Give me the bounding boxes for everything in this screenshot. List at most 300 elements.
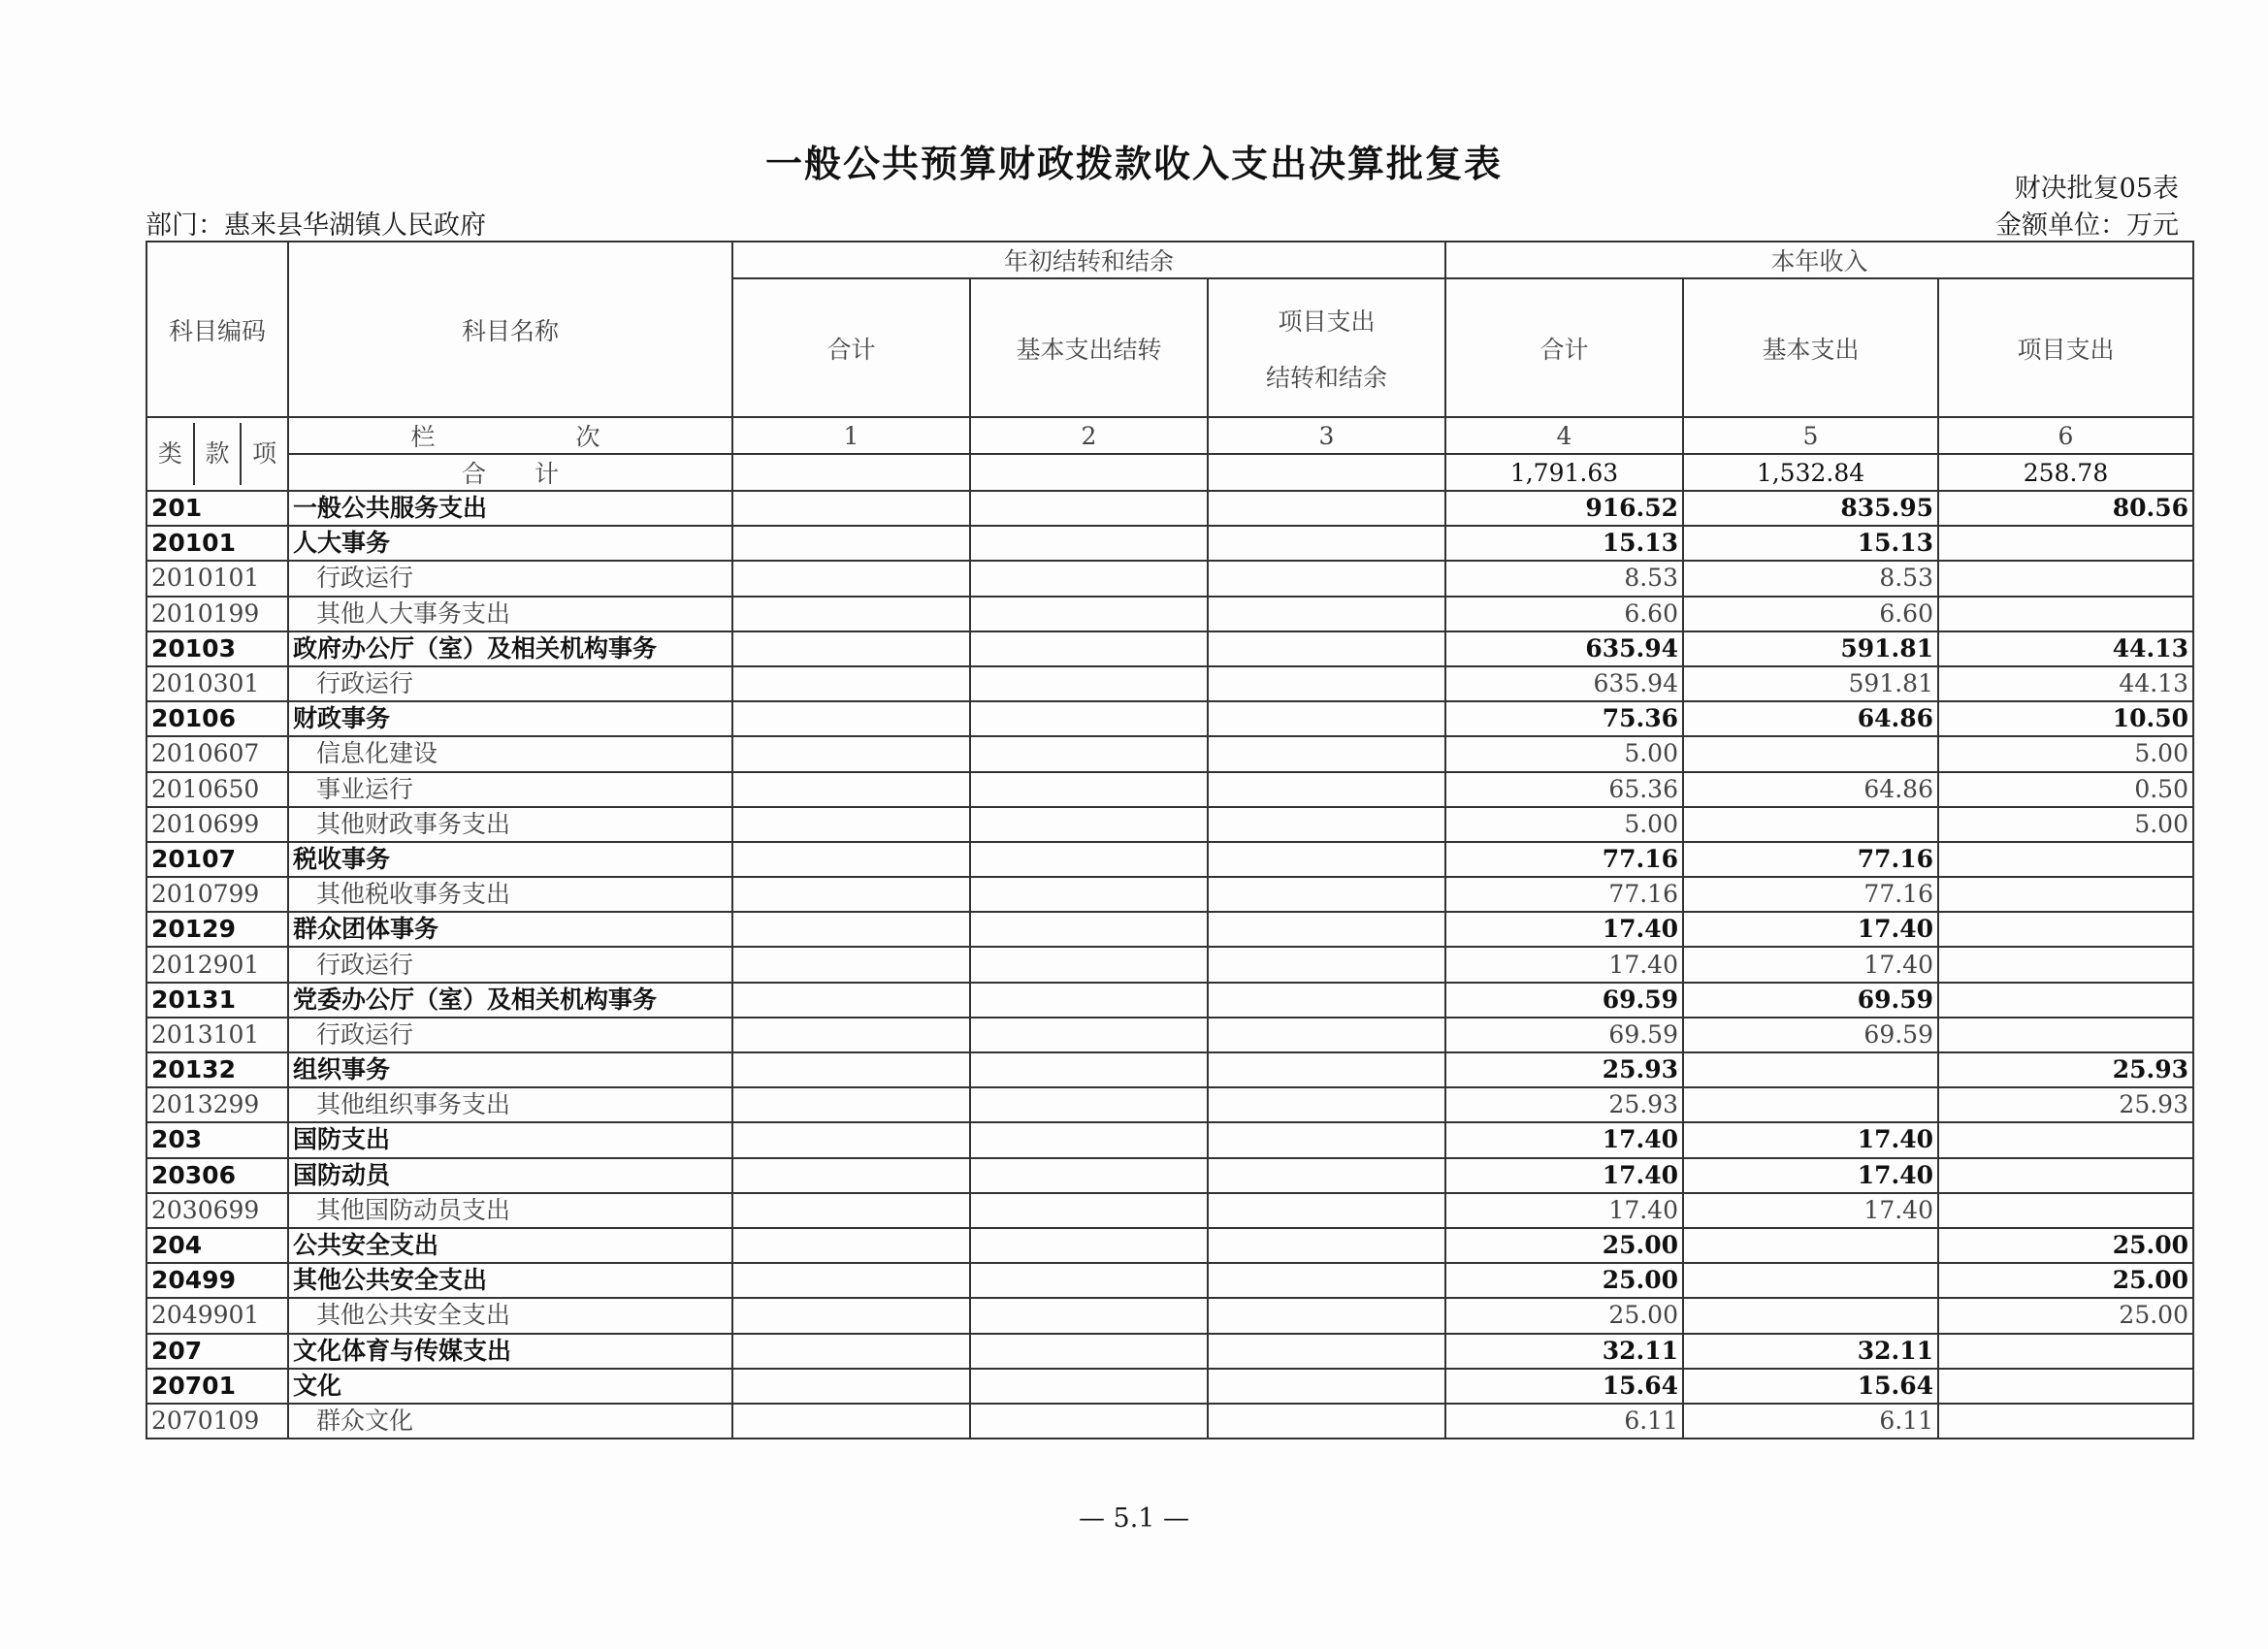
table-row bbox=[146, 877, 2193, 912]
cell-c4: 69.59 bbox=[1445, 983, 1683, 1018]
cell-c1 bbox=[732, 701, 970, 736]
cell-c6 bbox=[1938, 983, 2193, 1018]
cell-c6 bbox=[1938, 842, 2193, 877]
cell-c4: 69.59 bbox=[1445, 1018, 1683, 1052]
header-g1-basic: 基本支出结转 bbox=[970, 278, 1208, 417]
cell-c4: 8.53 bbox=[1445, 561, 1683, 596]
cell-c3 bbox=[1208, 877, 1445, 912]
table-row bbox=[146, 736, 2193, 771]
cell-c5 bbox=[1683, 1087, 1938, 1122]
row-name: 其他税收事务支出 bbox=[316, 880, 511, 909]
cell-code: 204 bbox=[146, 1228, 288, 1263]
cell-c2 bbox=[970, 1369, 1208, 1404]
cell-c5: 64.86 bbox=[1683, 772, 1938, 807]
cell-c4: 32.11 bbox=[1445, 1334, 1683, 1369]
cell-name bbox=[288, 597, 732, 631]
cell-c1 bbox=[732, 1158, 970, 1193]
cell-c5 bbox=[1683, 1052, 1938, 1087]
cell-code: 2010650 bbox=[146, 772, 288, 807]
row-name: 行政运行 bbox=[316, 564, 414, 593]
table-row bbox=[146, 1122, 2193, 1157]
table-row bbox=[146, 491, 2193, 526]
row-name: 其他财政事务支出 bbox=[316, 809, 511, 838]
cell-c6: 5.00 bbox=[1938, 807, 2193, 842]
header-lei: 类 bbox=[147, 423, 195, 485]
table-row bbox=[146, 1298, 2193, 1333]
cell-c2 bbox=[970, 701, 1208, 736]
col-num-1: 1 bbox=[732, 417, 970, 454]
cell-c5 bbox=[1683, 736, 1938, 771]
cell-c2 bbox=[970, 1122, 1208, 1157]
total-label: 合 计 bbox=[288, 454, 732, 491]
form-number: 财决批复05表 bbox=[2014, 174, 2179, 204]
cell-name bbox=[288, 561, 732, 596]
row-name: 文化体育与传媒支出 bbox=[293, 1336, 512, 1365]
header-g1-project-line1: 项目支出 bbox=[1278, 307, 1376, 336]
cell-name bbox=[288, 807, 732, 842]
cell-c5: 591.81 bbox=[1683, 631, 1938, 666]
cell-c1 bbox=[732, 1018, 970, 1052]
row-name: 行政运行 bbox=[316, 950, 414, 979]
cell-c6: 25.93 bbox=[1938, 1087, 2193, 1122]
cell-c5: 15.64 bbox=[1683, 1369, 1938, 1404]
row-name: 行政运行 bbox=[316, 1019, 414, 1049]
cell-c4: 15.13 bbox=[1445, 526, 1683, 561]
cell-code: 207 bbox=[146, 1334, 288, 1369]
cell-c3 bbox=[1208, 1369, 1445, 1404]
table-row bbox=[146, 666, 2193, 701]
cell-c2 bbox=[970, 1087, 1208, 1122]
cell-c1 bbox=[732, 877, 970, 912]
cell-c6 bbox=[1938, 597, 2193, 631]
cell-c3 bbox=[1208, 597, 1445, 631]
cell-c5: 69.59 bbox=[1683, 983, 1938, 1018]
cell-c5: 6.11 bbox=[1683, 1404, 1938, 1439]
cell-c3 bbox=[1208, 736, 1445, 771]
row-name: 行政运行 bbox=[316, 669, 414, 698]
cell-c1 bbox=[732, 772, 970, 807]
cell-c2 bbox=[970, 1052, 1208, 1087]
cell-c5 bbox=[1683, 807, 1938, 842]
cell-c3 bbox=[1208, 947, 1445, 982]
cell-code: 2013299 bbox=[146, 1087, 288, 1122]
cell-c3 bbox=[1208, 1228, 1445, 1263]
cell-name bbox=[288, 1228, 732, 1263]
cell-c2 bbox=[970, 1193, 1208, 1228]
cell-c6 bbox=[1938, 1193, 2193, 1228]
cell-c3 bbox=[1208, 1158, 1445, 1193]
cell-c2 bbox=[970, 983, 1208, 1018]
table-row bbox=[146, 526, 2193, 561]
cell-c2 bbox=[970, 1298, 1208, 1333]
total-c2 bbox=[970, 454, 1208, 491]
cell-c1 bbox=[732, 1298, 970, 1333]
table-row bbox=[146, 1334, 2193, 1369]
cell-c3 bbox=[1208, 1087, 1445, 1122]
cell-c1 bbox=[732, 491, 970, 526]
cell-c6: 5.00 bbox=[1938, 736, 2193, 771]
header-name: 科目名称 bbox=[288, 242, 732, 417]
cell-code: 2010101 bbox=[146, 561, 288, 596]
row-name: 税收事务 bbox=[293, 844, 391, 873]
row-name: 其他公共安全支出 bbox=[293, 1266, 488, 1295]
cell-name bbox=[288, 772, 732, 807]
cell-c1 bbox=[732, 736, 970, 771]
cell-code: 20129 bbox=[146, 912, 288, 947]
row-name: 文化 bbox=[293, 1371, 342, 1400]
cell-name bbox=[288, 631, 732, 666]
table-row bbox=[146, 983, 2193, 1018]
cell-c2 bbox=[970, 597, 1208, 631]
row-name: 政府办公厅（室）及相关机构事务 bbox=[293, 633, 658, 663]
cell-c5: 77.16 bbox=[1683, 877, 1938, 912]
cell-c6 bbox=[1938, 947, 2193, 982]
cell-c4: 17.40 bbox=[1445, 1122, 1683, 1157]
header-g1-total: 合计 bbox=[732, 278, 970, 417]
row-name: 国防支出 bbox=[293, 1125, 391, 1154]
cell-code: 2049901 bbox=[146, 1298, 288, 1333]
cell-c4: 65.36 bbox=[1445, 772, 1683, 807]
cell-c6: 80.56 bbox=[1938, 491, 2193, 526]
cell-c4: 25.00 bbox=[1445, 1298, 1683, 1333]
cell-name bbox=[288, 842, 732, 877]
total-c1 bbox=[732, 454, 970, 491]
cell-name bbox=[288, 1369, 732, 1404]
row-name: 事业运行 bbox=[316, 774, 414, 803]
cell-c3 bbox=[1208, 842, 1445, 877]
table-row bbox=[146, 561, 2193, 596]
cell-c3 bbox=[1208, 666, 1445, 701]
row-name: 其他国防动员支出 bbox=[316, 1195, 511, 1224]
cell-c1 bbox=[732, 597, 970, 631]
cell-c5: 64.86 bbox=[1683, 701, 1938, 736]
cell-code: 20107 bbox=[146, 842, 288, 877]
table-row bbox=[146, 1052, 2193, 1087]
cell-c2 bbox=[970, 1263, 1208, 1298]
cell-c4: 6.11 bbox=[1445, 1404, 1683, 1439]
cell-c3 bbox=[1208, 772, 1445, 807]
row-name: 国防动员 bbox=[293, 1160, 391, 1189]
cell-c1 bbox=[732, 526, 970, 561]
row-name: 人大事务 bbox=[293, 529, 391, 558]
total-c5: 1,532.84 bbox=[1683, 454, 1938, 491]
cell-name bbox=[288, 877, 732, 912]
cell-code: 2012901 bbox=[146, 947, 288, 982]
cell-c4: 17.40 bbox=[1445, 1158, 1683, 1193]
cell-c5: 17.40 bbox=[1683, 947, 1938, 982]
cell-name bbox=[288, 666, 732, 701]
cell-c5: 17.40 bbox=[1683, 1193, 1938, 1228]
page-number: — 5.1 — bbox=[1078, 1504, 1190, 1534]
cell-name bbox=[288, 1018, 732, 1052]
cell-c1 bbox=[732, 666, 970, 701]
cell-c4: 75.36 bbox=[1445, 701, 1683, 736]
cell-c6 bbox=[1938, 1122, 2193, 1157]
cell-c4: 15.64 bbox=[1445, 1369, 1683, 1404]
cell-c1 bbox=[732, 561, 970, 596]
cell-code: 20132 bbox=[146, 1052, 288, 1087]
cell-c1 bbox=[732, 1052, 970, 1087]
col-num-5: 5 bbox=[1683, 417, 1938, 454]
cell-c2 bbox=[970, 1334, 1208, 1369]
cell-name bbox=[288, 983, 732, 1018]
cell-c3 bbox=[1208, 1404, 1445, 1439]
cell-c4: 25.00 bbox=[1445, 1228, 1683, 1263]
cell-c6 bbox=[1938, 1158, 2193, 1193]
header-g2-basic: 基本支出 bbox=[1683, 278, 1938, 417]
department-label: 部门：惠来县华湖镇人民政府 bbox=[146, 210, 486, 241]
cell-code: 203 bbox=[146, 1122, 288, 1157]
cell-c1 bbox=[732, 1369, 970, 1404]
cell-c2 bbox=[970, 772, 1208, 807]
header-g2-total: 合计 bbox=[1445, 278, 1683, 417]
cell-c2 bbox=[970, 561, 1208, 596]
header-g1-project-line2: 结转和结余 bbox=[1265, 363, 1387, 392]
table-row bbox=[146, 701, 2193, 736]
cell-c4: 635.94 bbox=[1445, 666, 1683, 701]
cell-name bbox=[288, 1122, 732, 1157]
table-row bbox=[146, 1018, 2193, 1052]
cell-c3 bbox=[1208, 1122, 1445, 1157]
cell-c6: 10.50 bbox=[1938, 701, 2193, 736]
cell-code: 2010301 bbox=[146, 666, 288, 701]
budget-table bbox=[146, 241, 2194, 1439]
cell-code: 2030699 bbox=[146, 1193, 288, 1228]
cell-c4: 5.00 bbox=[1445, 736, 1683, 771]
cell-c5: 8.53 bbox=[1683, 561, 1938, 596]
cell-c1 bbox=[732, 1404, 970, 1439]
cell-c5 bbox=[1683, 1263, 1938, 1298]
cell-c1 bbox=[732, 1263, 970, 1298]
cell-c3 bbox=[1208, 912, 1445, 947]
col-num-4: 4 bbox=[1445, 417, 1683, 454]
cell-c5: 17.40 bbox=[1683, 1158, 1938, 1193]
page-title: 一般公共预算财政拨款收入支出决算批复表 bbox=[764, 143, 1503, 185]
cell-c6 bbox=[1938, 1404, 2193, 1439]
cell-c3 bbox=[1208, 1263, 1445, 1298]
cell-name bbox=[288, 701, 732, 736]
cell-c2 bbox=[970, 1228, 1208, 1263]
row-name: 信息化建设 bbox=[316, 739, 438, 768]
cell-c4: 77.16 bbox=[1445, 842, 1683, 877]
cell-c4: 635.94 bbox=[1445, 631, 1683, 666]
cell-c5: 69.59 bbox=[1683, 1018, 1938, 1052]
header-lei-kuan-xiang bbox=[146, 417, 288, 491]
col-num-2: 2 bbox=[970, 417, 1208, 454]
cell-c1 bbox=[732, 983, 970, 1018]
cell-code: 20499 bbox=[146, 1263, 288, 1298]
row-name: 财政事务 bbox=[293, 704, 391, 733]
table-row bbox=[146, 597, 2193, 631]
cell-c5: 17.40 bbox=[1683, 1122, 1938, 1157]
cell-c6 bbox=[1938, 526, 2193, 561]
cell-c6 bbox=[1938, 1334, 2193, 1369]
cell-code: 2010799 bbox=[146, 877, 288, 912]
cell-c2 bbox=[970, 1404, 1208, 1439]
cell-code: 2010699 bbox=[146, 807, 288, 842]
cell-name bbox=[288, 1334, 732, 1369]
cell-name bbox=[288, 1298, 732, 1333]
cell-c4: 17.40 bbox=[1445, 912, 1683, 947]
header-group-income: 本年收入 bbox=[1445, 242, 2193, 278]
cell-c6: 25.00 bbox=[1938, 1298, 2193, 1333]
cell-c1 bbox=[732, 947, 970, 982]
header-code: 科目编码 bbox=[146, 242, 288, 417]
cell-c5 bbox=[1683, 1298, 1938, 1333]
cell-c1 bbox=[732, 1122, 970, 1157]
table-row bbox=[146, 772, 2193, 807]
cell-name bbox=[288, 491, 732, 526]
table-row bbox=[146, 1193, 2193, 1228]
cell-c3 bbox=[1208, 526, 1445, 561]
cell-name bbox=[288, 526, 732, 561]
cell-c2 bbox=[970, 912, 1208, 947]
cell-name bbox=[288, 1193, 732, 1228]
cell-code: 2013101 bbox=[146, 1018, 288, 1052]
cell-c3 bbox=[1208, 1052, 1445, 1087]
cell-c5: 591.81 bbox=[1683, 666, 1938, 701]
table-row bbox=[146, 807, 2193, 842]
total-c3 bbox=[1208, 454, 1445, 491]
unit-label: 金额单位：万元 bbox=[1995, 210, 2179, 241]
cell-c1 bbox=[732, 1228, 970, 1263]
cell-c3 bbox=[1208, 983, 1445, 1018]
cell-c5: 32.11 bbox=[1683, 1334, 1938, 1369]
col-num-6: 6 bbox=[1938, 417, 2193, 454]
cell-c2 bbox=[970, 1018, 1208, 1052]
col-num-3: 3 bbox=[1208, 417, 1445, 454]
cell-code: 20103 bbox=[146, 631, 288, 666]
cell-name bbox=[288, 1158, 732, 1193]
cell-c2 bbox=[970, 877, 1208, 912]
cell-c6 bbox=[1938, 561, 2193, 596]
cell-code: 20306 bbox=[146, 1158, 288, 1193]
cell-c3 bbox=[1208, 1018, 1445, 1052]
cell-c1 bbox=[732, 631, 970, 666]
header-g2-project: 项目支出 bbox=[1938, 278, 2193, 417]
cell-name bbox=[288, 1404, 732, 1439]
header-column-label: 栏 次 bbox=[288, 417, 732, 454]
table-row bbox=[146, 912, 2193, 947]
row-name: 公共安全支出 bbox=[293, 1231, 439, 1260]
table-row bbox=[146, 1369, 2193, 1404]
cell-c3 bbox=[1208, 631, 1445, 666]
table-row bbox=[146, 947, 2193, 982]
cell-code: 2070109 bbox=[146, 1404, 288, 1439]
cell-c5: 15.13 bbox=[1683, 526, 1938, 561]
cell-c4: 17.40 bbox=[1445, 1193, 1683, 1228]
cell-c2 bbox=[970, 736, 1208, 771]
cell-c6: 25.93 bbox=[1938, 1052, 2193, 1087]
cell-c4: 25.93 bbox=[1445, 1052, 1683, 1087]
cell-c6 bbox=[1938, 877, 2193, 912]
table-row bbox=[146, 1263, 2193, 1298]
table-row bbox=[146, 631, 2193, 666]
row-name: 党委办公厅（室）及相关机构事务 bbox=[293, 985, 658, 1014]
cell-c4: 25.00 bbox=[1445, 1263, 1683, 1298]
cell-code: 20106 bbox=[146, 701, 288, 736]
row-name: 其他公共安全支出 bbox=[316, 1301, 511, 1330]
cell-c6 bbox=[1938, 912, 2193, 947]
cell-c2 bbox=[970, 666, 1208, 701]
cell-c3 bbox=[1208, 807, 1445, 842]
cell-c2 bbox=[970, 631, 1208, 666]
cell-c3 bbox=[1208, 701, 1445, 736]
cell-code: 20131 bbox=[146, 983, 288, 1018]
header-xiang: 项 bbox=[252, 439, 277, 468]
cell-c5 bbox=[1683, 1228, 1938, 1263]
cell-c4: 6.60 bbox=[1445, 597, 1683, 631]
table-row bbox=[146, 1158, 2193, 1193]
cell-c2 bbox=[970, 491, 1208, 526]
cell-c6 bbox=[1938, 1369, 2193, 1404]
row-name: 其他组织事务支出 bbox=[316, 1090, 511, 1119]
cell-c2 bbox=[970, 842, 1208, 877]
row-name: 群众团体事务 bbox=[293, 915, 439, 944]
cell-c2 bbox=[970, 947, 1208, 982]
cell-c6: 0.50 bbox=[1938, 772, 2193, 807]
cell-name bbox=[288, 947, 732, 982]
row-name: 其他人大事务支出 bbox=[316, 598, 511, 628]
total-c6: 258.78 bbox=[1938, 454, 2193, 491]
cell-c5: 835.95 bbox=[1683, 491, 1938, 526]
cell-c5: 17.40 bbox=[1683, 912, 1938, 947]
cell-c6: 44.13 bbox=[1938, 666, 2193, 701]
cell-c1 bbox=[732, 912, 970, 947]
cell-code: 201 bbox=[146, 491, 288, 526]
row-name: 群众文化 bbox=[316, 1406, 414, 1435]
cell-code: 2010199 bbox=[146, 597, 288, 631]
cell-c3 bbox=[1208, 1193, 1445, 1228]
cell-c1 bbox=[732, 1334, 970, 1369]
cell-c1 bbox=[732, 807, 970, 842]
cell-c3 bbox=[1208, 1298, 1445, 1333]
header-group-carryover: 年初结转和结余 bbox=[732, 242, 1445, 278]
cell-code: 20701 bbox=[146, 1369, 288, 1404]
cell-name bbox=[288, 736, 732, 771]
cell-c5: 77.16 bbox=[1683, 842, 1938, 877]
row-name: 一般公共服务支出 bbox=[293, 494, 488, 523]
table-row bbox=[146, 1228, 2193, 1263]
cell-c4: 77.16 bbox=[1445, 877, 1683, 912]
cell-name bbox=[288, 1087, 732, 1122]
cell-c6 bbox=[1938, 1018, 2193, 1052]
cell-c1 bbox=[732, 1087, 970, 1122]
cell-c3 bbox=[1208, 561, 1445, 596]
cell-c4: 5.00 bbox=[1445, 807, 1683, 842]
cell-c6: 25.00 bbox=[1938, 1263, 2193, 1298]
cell-c2 bbox=[970, 807, 1208, 842]
cell-c4: 25.93 bbox=[1445, 1087, 1683, 1122]
cell-c1 bbox=[732, 842, 970, 877]
total-c4: 1,791.63 bbox=[1445, 454, 1683, 491]
cell-c6: 44.13 bbox=[1938, 631, 2193, 666]
cell-name bbox=[288, 1263, 732, 1298]
cell-c3 bbox=[1208, 491, 1445, 526]
table-row bbox=[146, 1404, 2193, 1439]
table-row bbox=[146, 842, 2193, 877]
header-g1-project bbox=[1208, 278, 1445, 417]
cell-c6: 25.00 bbox=[1938, 1228, 2193, 1263]
cell-name bbox=[288, 1052, 732, 1087]
cell-c2 bbox=[970, 526, 1208, 561]
header-kuan: 款 bbox=[195, 423, 243, 485]
cell-c2 bbox=[970, 1158, 1208, 1193]
cell-c3 bbox=[1208, 1334, 1445, 1369]
cell-c5: 6.60 bbox=[1683, 597, 1938, 631]
row-name: 组织事务 bbox=[293, 1055, 391, 1084]
cell-name bbox=[288, 912, 732, 947]
